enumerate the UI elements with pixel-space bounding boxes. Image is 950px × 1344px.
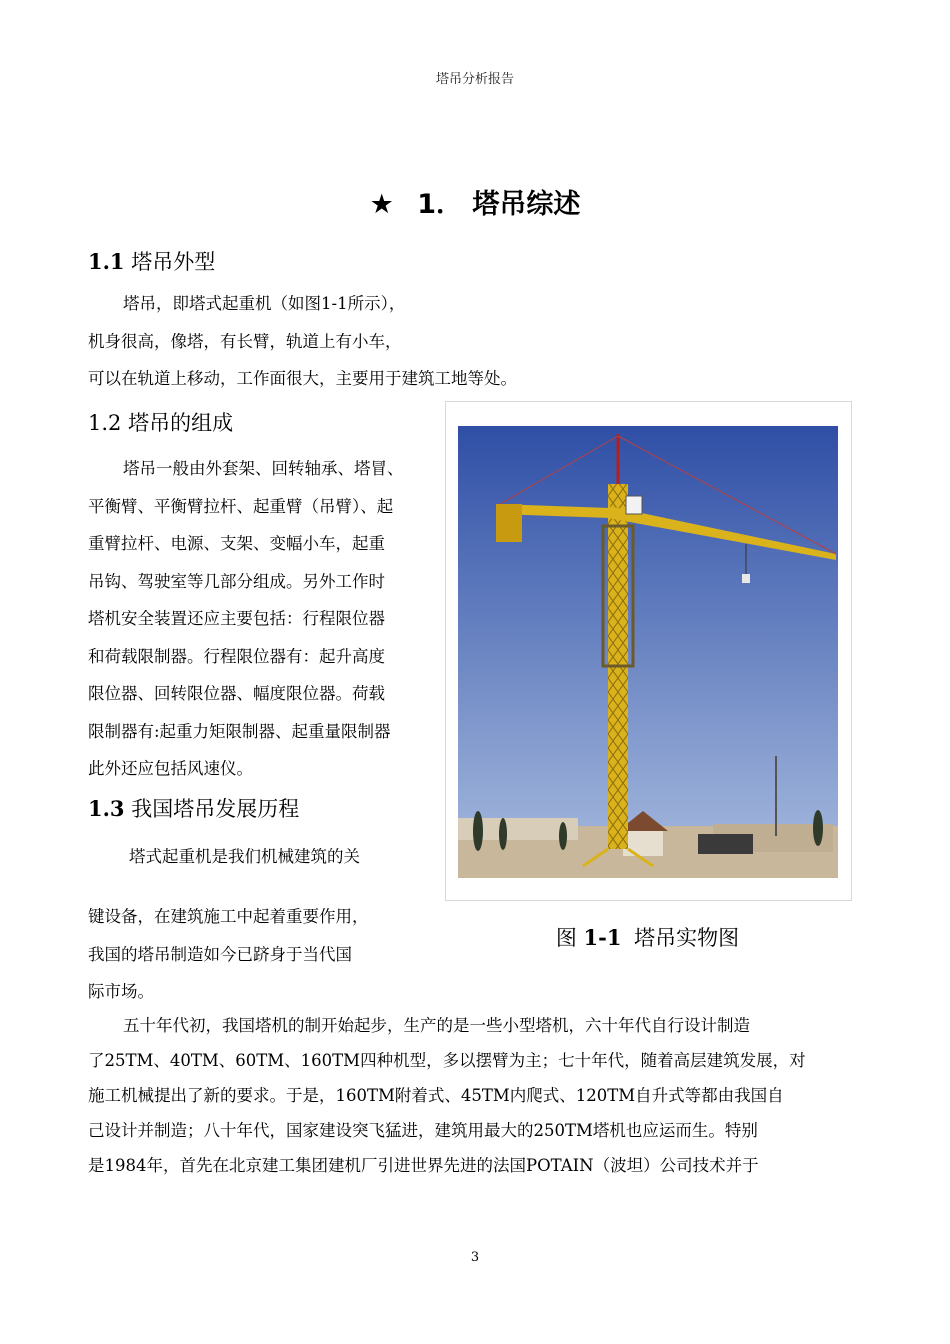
section-1-3-first-line	[88, 838, 360, 876]
text-line: 吊钩、驾驶室等几部分组成。另外工作时	[88, 571, 385, 591]
running-header: 塔吊分析报告	[435, 72, 514, 87]
sky-background	[458, 426, 838, 878]
text-line: 可以在轨道上移动，工作面很大，主要用于建筑工地等处。	[88, 369, 517, 388]
section-number: 1.2	[88, 411, 122, 435]
crane-photo	[445, 401, 852, 901]
history-paragraph	[88, 1008, 806, 1183]
page-number: 3	[470, 1250, 480, 1265]
operator-cab	[626, 496, 642, 514]
text-line: 重臂拉杆、电源、支架、变幅小车，起重	[88, 534, 385, 553]
text-line: 塔吊，即塔式起重机（如图1-1所示），	[123, 294, 406, 313]
section-1-1-paragraph	[88, 285, 517, 398]
text-line: 际市场。	[88, 982, 154, 1001]
text-line: 五十年代初，我国塔机的制开始起步，生产的是一些小型塔机，六十年代自行设计制造	[123, 1016, 750, 1035]
text-line: 施工机械提出了新的要求。于是，160TM附着式、45TM内爬式、120TM自升式等都由我国自	[88, 1086, 784, 1105]
text-line: 限位器、回转限位器、幅度限位器。荷载	[88, 684, 385, 703]
section-title: 我国塔吊发展历程	[131, 797, 300, 821]
section-heading-1-3	[88, 793, 299, 823]
truck	[698, 834, 753, 854]
text-line: 塔机安全装置还应主要包括：行程限位器	[88, 609, 385, 628]
section-1-2-paragraph	[88, 450, 404, 788]
building	[623, 831, 663, 856]
figure-caption	[445, 922, 850, 952]
section-1-3-paragraph	[88, 898, 369, 1011]
crane-illustration	[458, 426, 838, 878]
text-line: 键设备，在建筑施工中起着重要作用，	[88, 907, 369, 926]
caption-number: 1-1	[583, 925, 622, 950]
section-title: 塔吊的组成	[128, 411, 234, 435]
hook-block	[742, 574, 750, 583]
text-line: 此外还应包括风速仪。	[88, 759, 253, 778]
section-heading-1-2	[88, 407, 233, 437]
caption-prefix: 图	[555, 926, 577, 950]
text-line: 塔吊一般由外套架、回转轴承、塔冒、	[123, 459, 404, 478]
text-line: 我国的塔吊制造如今已跻身于当代国	[88, 944, 352, 964]
text-line: 是1984年，首先在北京建工集团建机厂引进世界先进的法国POTAIN（波坦）公司技术并于	[88, 1156, 759, 1175]
section-title: 塔吊外型	[131, 250, 216, 274]
counterweight	[496, 504, 522, 542]
section-number: 1.1	[88, 249, 125, 274]
text-line: 了25TM、40TM、60TM、160TM四种机型，多以摆臂为主；七十年代，随着高层建筑发展，对	[88, 1051, 806, 1070]
chapter-number: 1．	[417, 189, 463, 220]
chapter-heading: 塔吊综述	[472, 189, 581, 220]
caption-text: 塔吊实物图	[634, 926, 740, 950]
text-line: 平衡臂、平衡臂拉杆、起重臂（吊臂）、起	[88, 496, 394, 516]
text-line: 和荷载限制器。行程限位器有：起升高度	[88, 646, 385, 666]
text-line: 塔式起重机是我们机械建筑的关	[129, 847, 360, 866]
section-heading-1-1	[88, 246, 215, 276]
star-icon: ★	[369, 189, 394, 220]
text-line: 机身很高，像塔，有长臂，轨道上有小车，	[88, 331, 402, 351]
section-number: 1.3	[88, 796, 125, 821]
chapter-title	[0, 182, 950, 221]
text-line: 限制器有:起重力矩限制器、起重量限制器	[88, 721, 391, 741]
text-line: 己设计并制造；八十年代，国家建设突飞猛进，建筑用最大的250TM塔机也应运而生。特别	[88, 1121, 758, 1140]
